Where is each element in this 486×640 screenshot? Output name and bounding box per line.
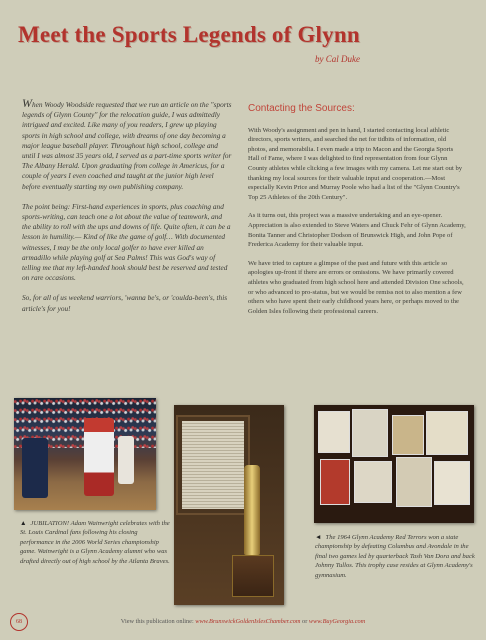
intro-paragraph-1 [22,98,232,192]
baseball-photo-caption [20,519,170,566]
intro-paragraph-1-text: hen Woody Woodside requested that we run an article on the "sports legends of Glynn County" for the relocation guide, I was admittedly intrigued and excited. Like many of you readers, I grew up playing sports in high school and college, with dreams of one day becoming a major league baseball player. Throughout high school, college and until I was almost 35 years old, I served as a part-time sports writer for The Albany Herald. Upon graduating from college in Americus, for a couple of years I even coached and taught at the junior high level before eventually starting my own publishing company. [22,100,232,191]
sources-paragraph-2: As it turns out, this project was a massive undertaking and an eye-opener. Appreciation is also extended to Steve Waters and Chuck Fehr of Glynn Academy, Bonita Tanner and Christopher Dodson of Brunswick High, and John Pope of Frederica Academy for their valuable input. [248,212,466,249]
newspaper-clipping [182,421,244,509]
triangle-up-icon: ▲ [20,520,27,527]
caption-left-text: JUBILATION! Adam Wainwright celebrates with the St. Louis Cardinal fans following his closing performance in the 2006 World Series championship game. Wainwright is a Glynn Academy alumni who was drafted directly out of high school by the Atlanta Braves. [20,520,170,565]
trophy-base [232,555,274,597]
drop-cap: W [22,96,32,110]
teammate-figure [118,436,134,484]
sources-paragraph-3: We have tried to capture a glimpse of the past and future with this article so apologies up-front if there are errors or omissions. We have primarily covered athletes who graduated from high school here and attended Division One schools, or who advanced to pro-status, but we would be remiss not to also mention a few others who have spent their early childhood years here, or perhaps moved to the Golden Isles following their professional careers. [248,259,464,315]
trophy-photo-caption [315,533,475,580]
memorabilia-collage-photo [314,405,474,523]
memorabilia-card [434,461,470,505]
baseball-celebration-photo [14,398,156,510]
caption-right-text: The 1964 Glynn Academy Red Terrors won a state championship by defeating Columbus and Avondale in the final two games led by quarterback Tash Van Dora and back Johnny Tullos. This trophy case resides at Glynn Academy's gymnasium. [315,534,475,579]
page-number: 68 [10,613,28,631]
fan-figure [22,438,48,498]
byline: by Cal Duke [315,54,360,64]
pitcher-figure [84,418,114,496]
sources-paragraph-1: With Woody's assignment and pen in hand, I started contacting local athletic directors, sports writers, and searched the net for tidbits of information, old photos, and memorabilia. I even made a trip to Macon and the Georgia Sports Hall of Fame, where I was delighted to find representation from four Glynn County athletes while clicking a few images with my camera. Let me start out by thanking my local sources for their valuable input and cooperation.—Most especially Kevin Price and Murray Poole who had a list of the "Glynn Country's Top 25 Athletes of the 20th Century". [248,126,463,201]
footer-prefix: View this publication online: [120,618,194,625]
memorabilia-card [354,461,392,503]
footer-link-buygeorgia[interactable]: www.BuyGeorgia.com [308,618,366,625]
intro-paragraph-2: The point being: First-hand experiences in sports, plus coaching and sports-writing, can teach one a lot about the value of teamwork, and the ability to roll with the ups and downs of life. Quite often, it can be a lesson in humility.— Kind of like the game of golf… With documented witnesses, I may be the only local golfer to have ever killed an armadillo while playing golf at Sea Palms! This was God's way of telling me that my left-handed hook should best be reserved and tested on rare occasions. [22,201,231,283]
footer-or: or [302,618,308,625]
sources-heading: Contacting the Sources: [248,103,355,114]
sources-column [248,98,466,325]
page-title: Meet the Sports Legends of Glynn [18,22,360,47]
memorabilia-card [320,459,350,505]
trophy-case-photo [174,405,284,605]
memorabilia-card [352,409,388,457]
triangle-left-icon: ◄ [315,534,322,541]
trophy-icon [244,465,260,555]
intro-column [22,98,232,324]
footer [0,618,486,625]
newspaper-frame [176,415,250,515]
intro-paragraph-3: So, for all of us weekend warriors, 'wanna be's, or 'coulda-been's, this article's for you! [22,293,228,313]
footer-link-chamber[interactable]: www.BrunswickGoldenIslesChamber.com [195,618,301,625]
memorabilia-card [392,415,424,455]
memorabilia-card [426,411,468,455]
memorabilia-card [318,411,350,453]
memorabilia-card [396,457,432,507]
